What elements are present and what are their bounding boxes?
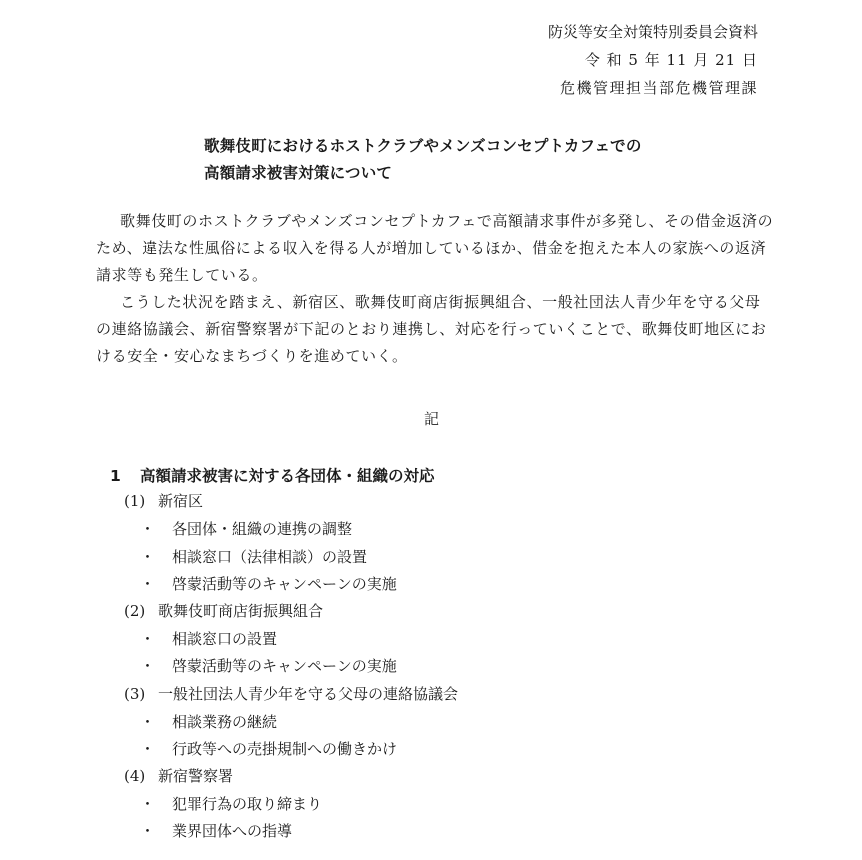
bullet-icon: ・: [140, 520, 156, 538]
group-name: 一般社団法人青少年を守る父母の連絡協議会: [158, 685, 459, 703]
bullet-icon: ・: [140, 795, 156, 813]
document-title-line2: 高額請求被害対策について: [204, 164, 393, 182]
bullet-icon: ・: [140, 630, 156, 648]
list-item-text: 業界団体への指導: [172, 822, 293, 840]
group-shinjuku-ward: [124, 490, 203, 511]
bullet-icon: ・: [140, 822, 156, 840]
group-police-station: [124, 765, 233, 786]
list-item: [140, 711, 277, 732]
list-item-text: 啓蒙活動等のキャンペーンの実施: [172, 657, 397, 675]
group-number: (1): [124, 492, 146, 510]
list-item-text: 啓蒙活動等のキャンペーンの実施: [172, 575, 397, 593]
document-date: 令 和 5 年 11 月 21 日: [584, 51, 758, 69]
bullet-icon: ・: [140, 713, 156, 731]
group-name: 歌舞伎町商店街振興組合: [158, 602, 324, 620]
group-kabukicho-association: [124, 600, 323, 621]
list-item: [140, 738, 397, 759]
ki-marker: 記: [424, 410, 440, 428]
list-item-text: 各団体・組織の連携の調整: [172, 520, 353, 538]
list-item-text: 相談窓口の設置: [172, 630, 278, 648]
committee-label: 防災等安全対策特別委員会資料: [547, 23, 758, 41]
list-item-text: 相談業務の継続: [172, 713, 278, 731]
group-name: 新宿区: [158, 492, 204, 510]
paragraph-background: 歌舞伎町のホストクラブやメンズコンセプトカフェで高額請求事件が多発し、その借金返済のため、違法な性風俗による収入を得る人が増加しているほか、借金を抱えた本人の家族への返済請求等も発生している。: [96, 212, 774, 284]
bullet-icon: ・: [140, 575, 156, 593]
group-parents-council: [124, 683, 458, 704]
group-number: (4): [124, 767, 146, 785]
group-number: (3): [124, 685, 146, 703]
list-item: [140, 546, 367, 567]
document-title-line1: 歌舞伎町におけるホストクラブやメンズコンセプトカフェでの: [204, 137, 642, 155]
list-item: [140, 655, 397, 676]
group-name: 新宿警察署: [158, 767, 234, 785]
list-item-text: 犯罪行為の取り締まり: [172, 795, 323, 813]
list-item: [140, 518, 352, 539]
list-item-text: 行政等への売掛規制への働きかけ: [172, 740, 398, 758]
section-heading: [110, 464, 435, 486]
section-number: 1: [110, 467, 121, 485]
section-title: 高額請求被害に対する各団体・組織の対応: [140, 467, 435, 485]
list-item: [140, 628, 277, 649]
paragraph-policy: こうした状況を踏まえ、新宿区、歌舞伎町商店街振興組合、一般社団法人青少年を守る父母の連絡協議会、新宿警察署が下記のとおり連携し、対応を行っていくことで、歌舞伎町地区における安全・安心なまちづくりを進めていく。: [96, 293, 767, 365]
list-item: [140, 793, 322, 814]
group-number: (2): [124, 602, 146, 620]
list-item: [140, 820, 292, 841]
list-item: [140, 573, 397, 594]
bullet-icon: ・: [140, 740, 156, 758]
list-item-text: 相談窓口（法律相談）の設置: [172, 548, 368, 566]
bullet-icon: ・: [140, 657, 156, 675]
department-label: 危機管理担当部危機管理課: [559, 79, 758, 97]
bullet-icon: ・: [140, 548, 156, 566]
